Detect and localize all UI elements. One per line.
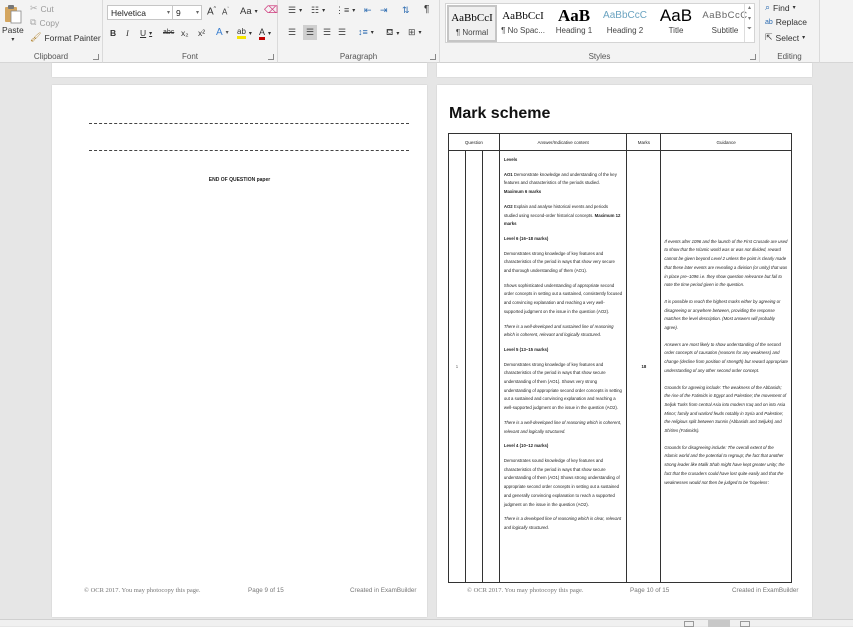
copy-label: Copy <box>39 17 60 28</box>
footer-page-number: Page 10 of 15 <box>630 587 670 594</box>
italic-button[interactable] <box>126 28 129 38</box>
font-name-value: Helvetica <box>111 8 146 18</box>
footer-page-number: Page 9 of 15 <box>248 587 284 594</box>
chevron-down-icon: ▾ <box>299 8 303 14</box>
scroll-down-icon[interactable]: ▾ <box>747 16 751 22</box>
justify-button[interactable] <box>338 27 346 38</box>
level4-reasoning: There is a developed line of reasoning which is clear, relevant and logically structured. <box>503 516 622 530</box>
guidance-paragraph: Grounds for disagreeing include: The overall extent of the Islamic world and the potential to regroup; the fact that another strong leader like Malik Shah might have kept greater unity; the fact that the crusaders could have lost quite easily and that the weaknesses would not then be judged to be ‘hopeless’. <box>664 444 785 485</box>
chevron-down-icon: ▾ <box>166 10 170 16</box>
text-effects-button[interactable] <box>216 27 229 38</box>
clear-formatting-button[interactable] <box>264 5 278 16</box>
select-button[interactable] <box>765 32 805 43</box>
style-normal[interactable] <box>447 5 497 42</box>
style-heading-2[interactable] <box>600 5 650 42</box>
footer-created: Created in ExamBuilder <box>350 587 417 594</box>
subscript-label: x₂ <box>181 28 189 38</box>
style-name: Heading 2 <box>606 26 644 35</box>
borders-icon: ⊞ <box>408 27 416 37</box>
paste-dropdown-icon: ▾ <box>11 37 15 43</box>
increase-indent-icon: ⇥ <box>380 5 388 15</box>
styles-group-label: Styles <box>588 52 611 61</box>
ao1-text: Demonstrate knowledge and understanding of the key features and characteristics of the periods studied. <box>503 171 617 186</box>
end-of-question-text: END OF QUESTION paper <box>208 177 271 183</box>
underline-button[interactable] <box>140 28 152 38</box>
paragraph-launcher-icon[interactable] <box>430 54 436 60</box>
styles-launcher-icon[interactable] <box>750 54 756 60</box>
superscript-button[interactable] <box>198 28 205 38</box>
font-name-box[interactable] <box>107 5 173 20</box>
chevron-down-icon: ▾ <box>370 29 374 36</box>
style-name: ¶ Normal <box>455 28 489 37</box>
underline-label: U <box>140 28 147 38</box>
editing-group <box>760 0 820 63</box>
marks-value: 18 <box>627 151 661 583</box>
guidance-paragraph: Grounds for agreeing include: The weakness of the Abbasids; the rise of the Fatimids in Egypt and Palestine; the movement of Seljuk Turks from central Asia into modern Iraq and on into Asia Minor; family and warlord feuds notably in Syria and Palestine; the religious split between Sunnis (Abbasids and Seljuks) and Shi'ites (Fatimids). <box>664 384 787 434</box>
level6-reasoning: There is a well-developed and sustained line of reasoning which is coherent, relevant and logically structured. <box>503 323 614 338</box>
ao1-label: AO1 <box>503 171 513 177</box>
chevron-down-icon: ▾ <box>322 8 326 14</box>
numbering-button[interactable] <box>311 5 325 16</box>
question-number: 1 <box>449 151 466 583</box>
ao2-label: AO2 <box>503 203 513 209</box>
header-marks: Marks <box>627 134 661 151</box>
align-center-icon: ☰ <box>306 27 315 37</box>
scissors-icon: ✂ <box>30 3 38 13</box>
web-layout-icon[interactable] <box>740 621 750 627</box>
clipboard-group <box>0 0 103 63</box>
italic-label: I <box>126 28 129 38</box>
replace-icon: ab <box>765 18 773 26</box>
highlight-button[interactable] <box>237 27 252 39</box>
read-mode-icon[interactable] <box>684 621 694 627</box>
guidance-paragraph: It is possible to reach the highest marks either by agreeing or disagreeing or anywhere between, providing the response matches the level description. (Most answers will probably agree). <box>664 298 781 331</box>
style-preview: AaBbCcI <box>502 10 544 22</box>
bold-button[interactable] <box>110 28 116 38</box>
copy-button[interactable] <box>30 17 59 28</box>
align-right-button[interactable] <box>323 27 331 38</box>
change-case-button[interactable] <box>240 6 258 17</box>
multilevel-list-icon: ⋮≡ <box>335 5 350 15</box>
find-button[interactable] <box>765 2 796 13</box>
font-size-box[interactable] <box>172 5 202 20</box>
guidance-cell <box>661 151 792 583</box>
paragraph-group <box>278 0 440 63</box>
bullets-icon: ☰ <box>288 5 297 15</box>
replace-label: Replace <box>775 17 807 27</box>
font-launcher-icon[interactable] <box>268 54 274 60</box>
style-preview: AaBbCcC <box>702 10 748 21</box>
answer-line <box>89 150 409 151</box>
level5-reasoning: There is a well-developed line of reasoning which is coherent, relevant and logically structured. <box>503 419 622 434</box>
shrink-font-icon: $A^ˇ$ <box>222 7 230 17</box>
style-no-spacing[interactable] <box>498 5 548 42</box>
shrink-font-button[interactable] <box>222 7 229 17</box>
shading-bucket-icon: ⛾ <box>386 27 394 37</box>
borders-button[interactable] <box>408 27 422 38</box>
strikethrough-button[interactable] <box>163 29 174 36</box>
ao2-text: Explain and analyse historical events and periods studied using second-order historical concepts. <box>503 203 609 218</box>
select-label: Select <box>775 32 800 43</box>
style-subtitle[interactable] <box>700 5 750 42</box>
scroll-up-icon[interactable]: ▴ <box>747 5 751 11</box>
justify-icon: ☰ <box>338 27 347 37</box>
style-preview: AaB <box>557 6 591 25</box>
align-left-button[interactable] <box>288 27 296 38</box>
chevron-down-icon: ▾ <box>418 30 422 36</box>
ao1-max: Maximum 6 marks <box>503 189 542 195</box>
strikethrough-label: abc <box>163 29 175 36</box>
subscript-button[interactable] <box>181 28 189 38</box>
paste-label: Paste <box>2 25 24 35</box>
styles-gallery <box>445 3 755 43</box>
superscript-label: x² <box>198 28 206 38</box>
chevron-down-icon: ▾ <box>396 30 400 37</box>
level5-title: Level 5 (13–15 marks) <box>503 346 549 352</box>
copy-icon: ⧉ <box>30 17 37 27</box>
level4-descriptor: Demonstrates sound knowledge of key features and characteristics of the period in ways that show secure understanding of them (AO1) Shows strong understanding of appropriate second order concepts in setting out a sustained and generally convincing explanation to reach a supported judgment on the issue in the question (AO2). <box>503 457 620 507</box>
text-effects-icon: A <box>216 27 223 38</box>
level4-title: Level 4 (10–12 marks) <box>503 443 549 449</box>
ao2-paragraph <box>504 203 623 229</box>
page-9-top-bottom <box>437 63 812 77</box>
show-formatting-button[interactable] <box>424 4 429 15</box>
style-preview: AaB <box>659 6 693 25</box>
align-left-icon: ☰ <box>288 27 297 37</box>
paragraph-group-label: Paragraph <box>339 52 378 61</box>
style-name: Title <box>668 26 684 35</box>
footer-copyright: © OCR 2017. You may photocopy this page. <box>84 587 201 594</box>
page-8-bottom <box>52 63 427 77</box>
chevron-down-icon: ▾ <box>792 5 796 11</box>
sort-icon: ⇅ <box>402 5 410 15</box>
header-guidance: Guidance <box>661 134 792 151</box>
search-icon: ⌕ <box>765 2 771 12</box>
chevron-down-icon: ▾ <box>149 30 153 37</box>
guidance-paragraph: Answers are most likely to show understanding of the second order concepts of causation (reasons for any weakness) and change (decline from position of strength) but reward appropriate understanding of any other second order concept. <box>664 341 788 373</box>
level5-descriptor: Demonstrates strong knowledge of key features and characteristics of the period in ways that show secure understanding of them (AO1). Shows very strong understanding of appropriate second order concepts in setting out a sustained and convincing explanation and reaching a well-supported judgment on the issue in the question (AO2). <box>503 361 622 411</box>
answer-content-cell <box>499 151 627 583</box>
style-preview: AaBbCcC <box>603 10 647 21</box>
levels-heading: Levels <box>503 157 518 162</box>
style-name: Heading 1 <box>555 26 593 35</box>
sort-button[interactable] <box>402 5 410 16</box>
align-right-icon: ☰ <box>323 27 332 37</box>
paste-icon <box>4 4 22 24</box>
font-color-icon: A <box>259 27 265 40</box>
answer-line <box>89 123 409 124</box>
font-group <box>103 0 278 63</box>
pilcrow-icon: ¶ <box>424 4 430 15</box>
ribbon-home <box>0 0 853 63</box>
question-subpart <box>465 151 482 583</box>
decrease-indent-button[interactable] <box>364 5 372 16</box>
chevron-down-icon: ▾ <box>352 8 356 14</box>
level6-title: Level 6 (16–18 marks) <box>503 235 549 241</box>
shading-button[interactable] <box>386 27 399 39</box>
style-title[interactable] <box>651 5 701 42</box>
style-name: Subtitle <box>711 26 739 35</box>
footer-created: Created in ExamBuilder <box>732 587 799 594</box>
ao1-paragraph <box>504 171 623 197</box>
chevron-down-icon: ▾ <box>248 30 252 37</box>
editing-group-label: Editing <box>777 52 802 61</box>
chevron-down-icon: ▾ <box>802 35 806 41</box>
table-row <box>449 151 792 583</box>
page-9 <box>52 85 427 617</box>
line-spacing-icon: ↕≡ <box>358 27 368 37</box>
cut-button[interactable] <box>30 3 54 14</box>
format-painter-label: Format Painter <box>44 32 101 43</box>
status-bar <box>0 619 853 626</box>
cursor-arrow-icon: ⇱ <box>765 32 773 42</box>
font-color-button[interactable] <box>259 27 271 40</box>
numbering-icon: ☷ <box>311 5 320 15</box>
find-label: Find <box>773 2 790 13</box>
question-subsubpart <box>482 151 499 583</box>
styles-scrollbar[interactable] <box>744 4 754 42</box>
change-case-label: Aa <box>240 6 252 17</box>
paintbrush-icon: 🖌 <box>30 32 42 42</box>
decrease-indent-icon: ⇤ <box>364 5 372 15</box>
font-size-value: 9 <box>176 8 181 18</box>
chevron-down-icon: ▾ <box>195 10 199 16</box>
chevron-down-icon: ▾ <box>254 9 258 15</box>
footer-copyright: © OCR 2017. You may photocopy this page. <box>467 587 584 594</box>
guidance-paragraph: If events after 1096 and the launch of the First Crusade are used to show that the Islamic world was or was not divided, reward cannot be given beyond Level 2 unless the point is clearly made that these later events are revealing a division (or unity) that was in place pre–1096 i.e. they show question relevance but fail to note the time period given in the question. <box>664 238 788 288</box>
chevron-down-icon: ▾ <box>225 30 229 36</box>
style-heading-1[interactable] <box>549 5 599 42</box>
replace-button[interactable] <box>765 17 807 27</box>
grow-font-button[interactable] <box>207 6 216 17</box>
highlighter-icon: ab <box>237 27 246 39</box>
line-spacing-button[interactable] <box>358 27 374 37</box>
page-heading: Mark scheme <box>449 105 551 122</box>
align-center-button[interactable] <box>303 25 317 40</box>
paste-button[interactable] <box>2 4 24 43</box>
bold-label: B <box>110 28 117 38</box>
level6-ao1: Demonstrates strong knowledge of key features and characteristics of the period in ways that show very secure and thorough understanding of them (AO1). <box>503 250 615 274</box>
multilevel-list-button[interactable] <box>335 5 355 16</box>
increase-indent-button[interactable] <box>380 5 388 16</box>
grow-font-icon: A^ <box>207 6 217 18</box>
bullets-button[interactable] <box>288 5 302 16</box>
level6-ao2: Shows sophisticated understanding of appropriate second order concepts in setting out a sustained, consistently focused and convincing explanation and reaching a very well-supported judgment on the issue in the question (AO2). <box>503 282 623 314</box>
table-header-row <box>449 134 792 151</box>
cut-label: Cut <box>40 3 54 14</box>
clipboard-launcher-icon[interactable] <box>93 54 99 60</box>
format-painter-button[interactable] <box>30 32 101 43</box>
header-question: Question <box>449 134 500 151</box>
mark-scheme-table <box>448 133 792 583</box>
ao2-max: Maximum 12 marks <box>503 212 621 227</box>
chevron-down-icon: ▾ <box>268 31 272 37</box>
font-group-label: Font <box>181 52 198 61</box>
clipboard-group-label: Clipboard <box>33 52 69 61</box>
more-styles-icon[interactable]: ⏷ <box>747 26 752 32</box>
header-answer: Answer/Indicative content <box>499 134 627 151</box>
style-name: ¶ No Spac... <box>501 26 545 35</box>
style-preview: AaBbCcI <box>451 12 493 24</box>
eraser-icon: ⌫ <box>264 5 279 16</box>
